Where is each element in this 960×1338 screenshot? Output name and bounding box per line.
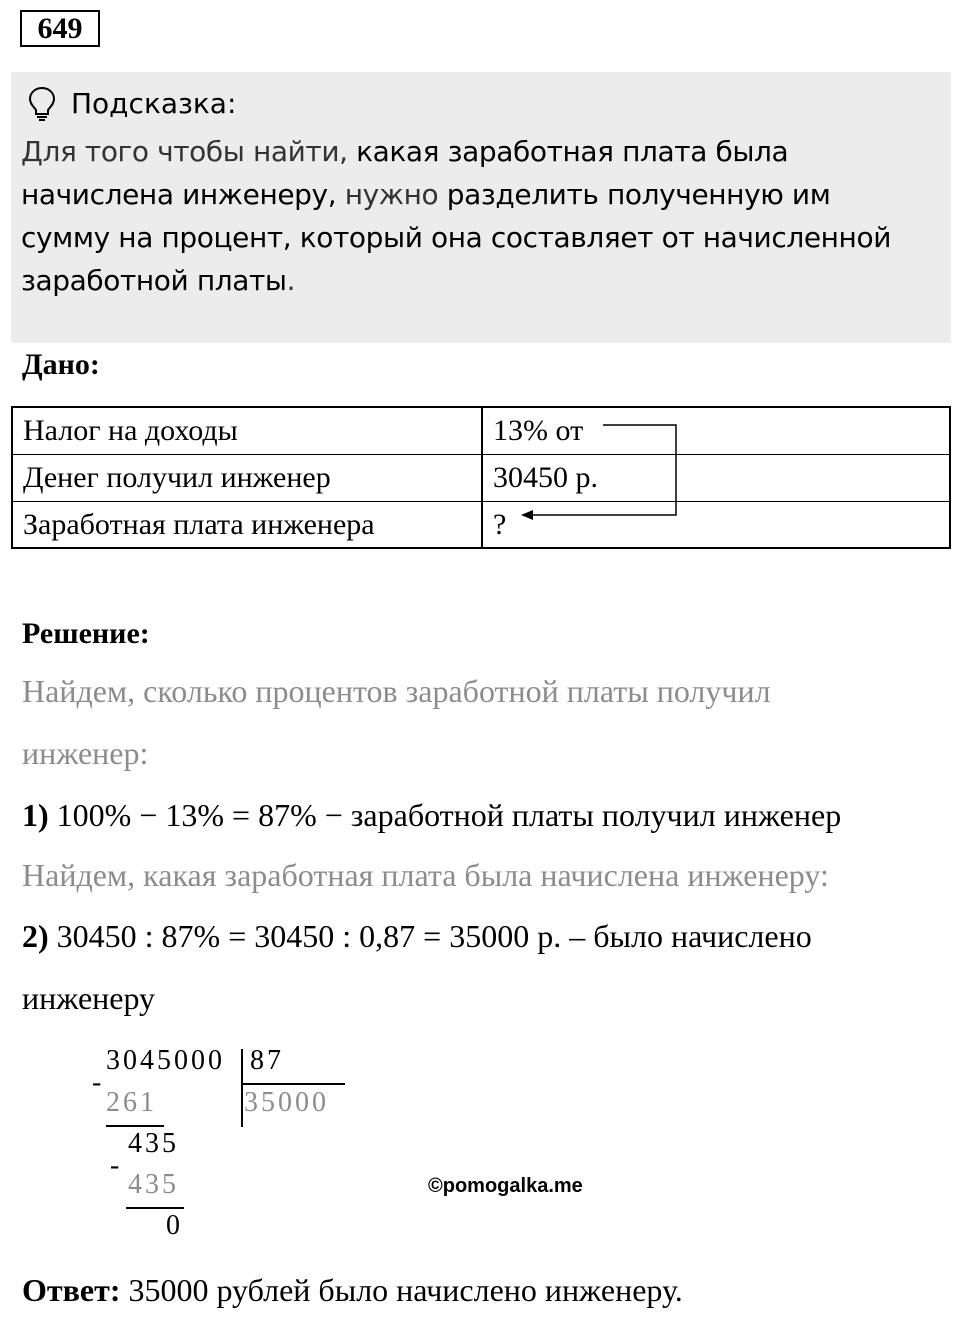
solution-label: Решение: xyxy=(22,617,150,650)
step1-intro: Найдем, сколько процентов заработной платы получил xyxy=(22,673,771,709)
step-text: 100% − 13% = 87% − заработной платы получил инженер xyxy=(48,797,842,833)
quotient: 35000 xyxy=(244,1087,329,1118)
step-number: 1) xyxy=(22,797,49,833)
hint-text-part: какая заработная плата была начислена инженеру, xyxy=(21,135,789,211)
row-value: 30450 р. xyxy=(493,461,598,494)
hint-text-part: . xyxy=(286,264,296,297)
minus-sign: - xyxy=(110,1150,123,1181)
row-name: Налог на доходы xyxy=(23,414,238,447)
row-value: ? xyxy=(493,508,507,541)
step2-cont: инженеру xyxy=(22,980,156,1016)
remainder: 0 xyxy=(166,1210,183,1241)
subtrahend: 261 xyxy=(106,1087,157,1118)
subtract-line xyxy=(126,1207,184,1209)
step1-intro-cont: инженер: xyxy=(22,735,149,771)
answer xyxy=(22,1272,683,1309)
hint-title: Подсказка: xyxy=(71,87,237,120)
step1 xyxy=(22,797,841,834)
subtrahend: 435 xyxy=(128,1169,179,1200)
hint-box xyxy=(11,72,951,343)
reference-arrow xyxy=(13,408,953,551)
hint-text-part: разделить полученную им сумму на процент, который она составляет от начисленной заработной платы xyxy=(21,178,891,297)
minus-sign: - xyxy=(92,1067,105,1098)
step-text: 30450 : 87% = 30450 : 0,87 = 35000 р. – было начислено xyxy=(48,918,812,954)
hint-text-part: Для того чтобы найти, xyxy=(21,135,357,168)
row-value: 13% от xyxy=(493,414,584,447)
step2-intro: Найдем, какая заработная плата была начислена инженеру: xyxy=(22,857,829,893)
watermark: ©pomogalka.me xyxy=(428,1175,583,1197)
answer-text: 35000 рублей было начислено инженеру. xyxy=(120,1272,683,1308)
division-bar xyxy=(241,1049,243,1127)
long-division xyxy=(90,1045,360,1245)
remainder: 435 xyxy=(128,1128,179,1159)
step2 xyxy=(22,918,812,955)
task-number: 649 xyxy=(20,10,100,47)
subtract-line xyxy=(106,1125,164,1127)
hint-text xyxy=(21,130,926,302)
step-number: 2) xyxy=(22,918,49,954)
hint-header xyxy=(27,86,236,122)
hint-text-part: нужно xyxy=(336,178,447,211)
lightbulb-icon xyxy=(27,86,57,122)
dividend: 3045000 xyxy=(106,1045,225,1076)
given-table xyxy=(11,406,951,549)
given-label: Дано: xyxy=(22,348,100,381)
answer-label: Ответ: xyxy=(22,1272,121,1308)
divisor: 87 xyxy=(250,1045,284,1076)
quotient-bar xyxy=(241,1083,345,1085)
row-name: Денег получил инженер xyxy=(23,461,331,494)
row-name: Заработная плата инженера xyxy=(23,508,375,541)
